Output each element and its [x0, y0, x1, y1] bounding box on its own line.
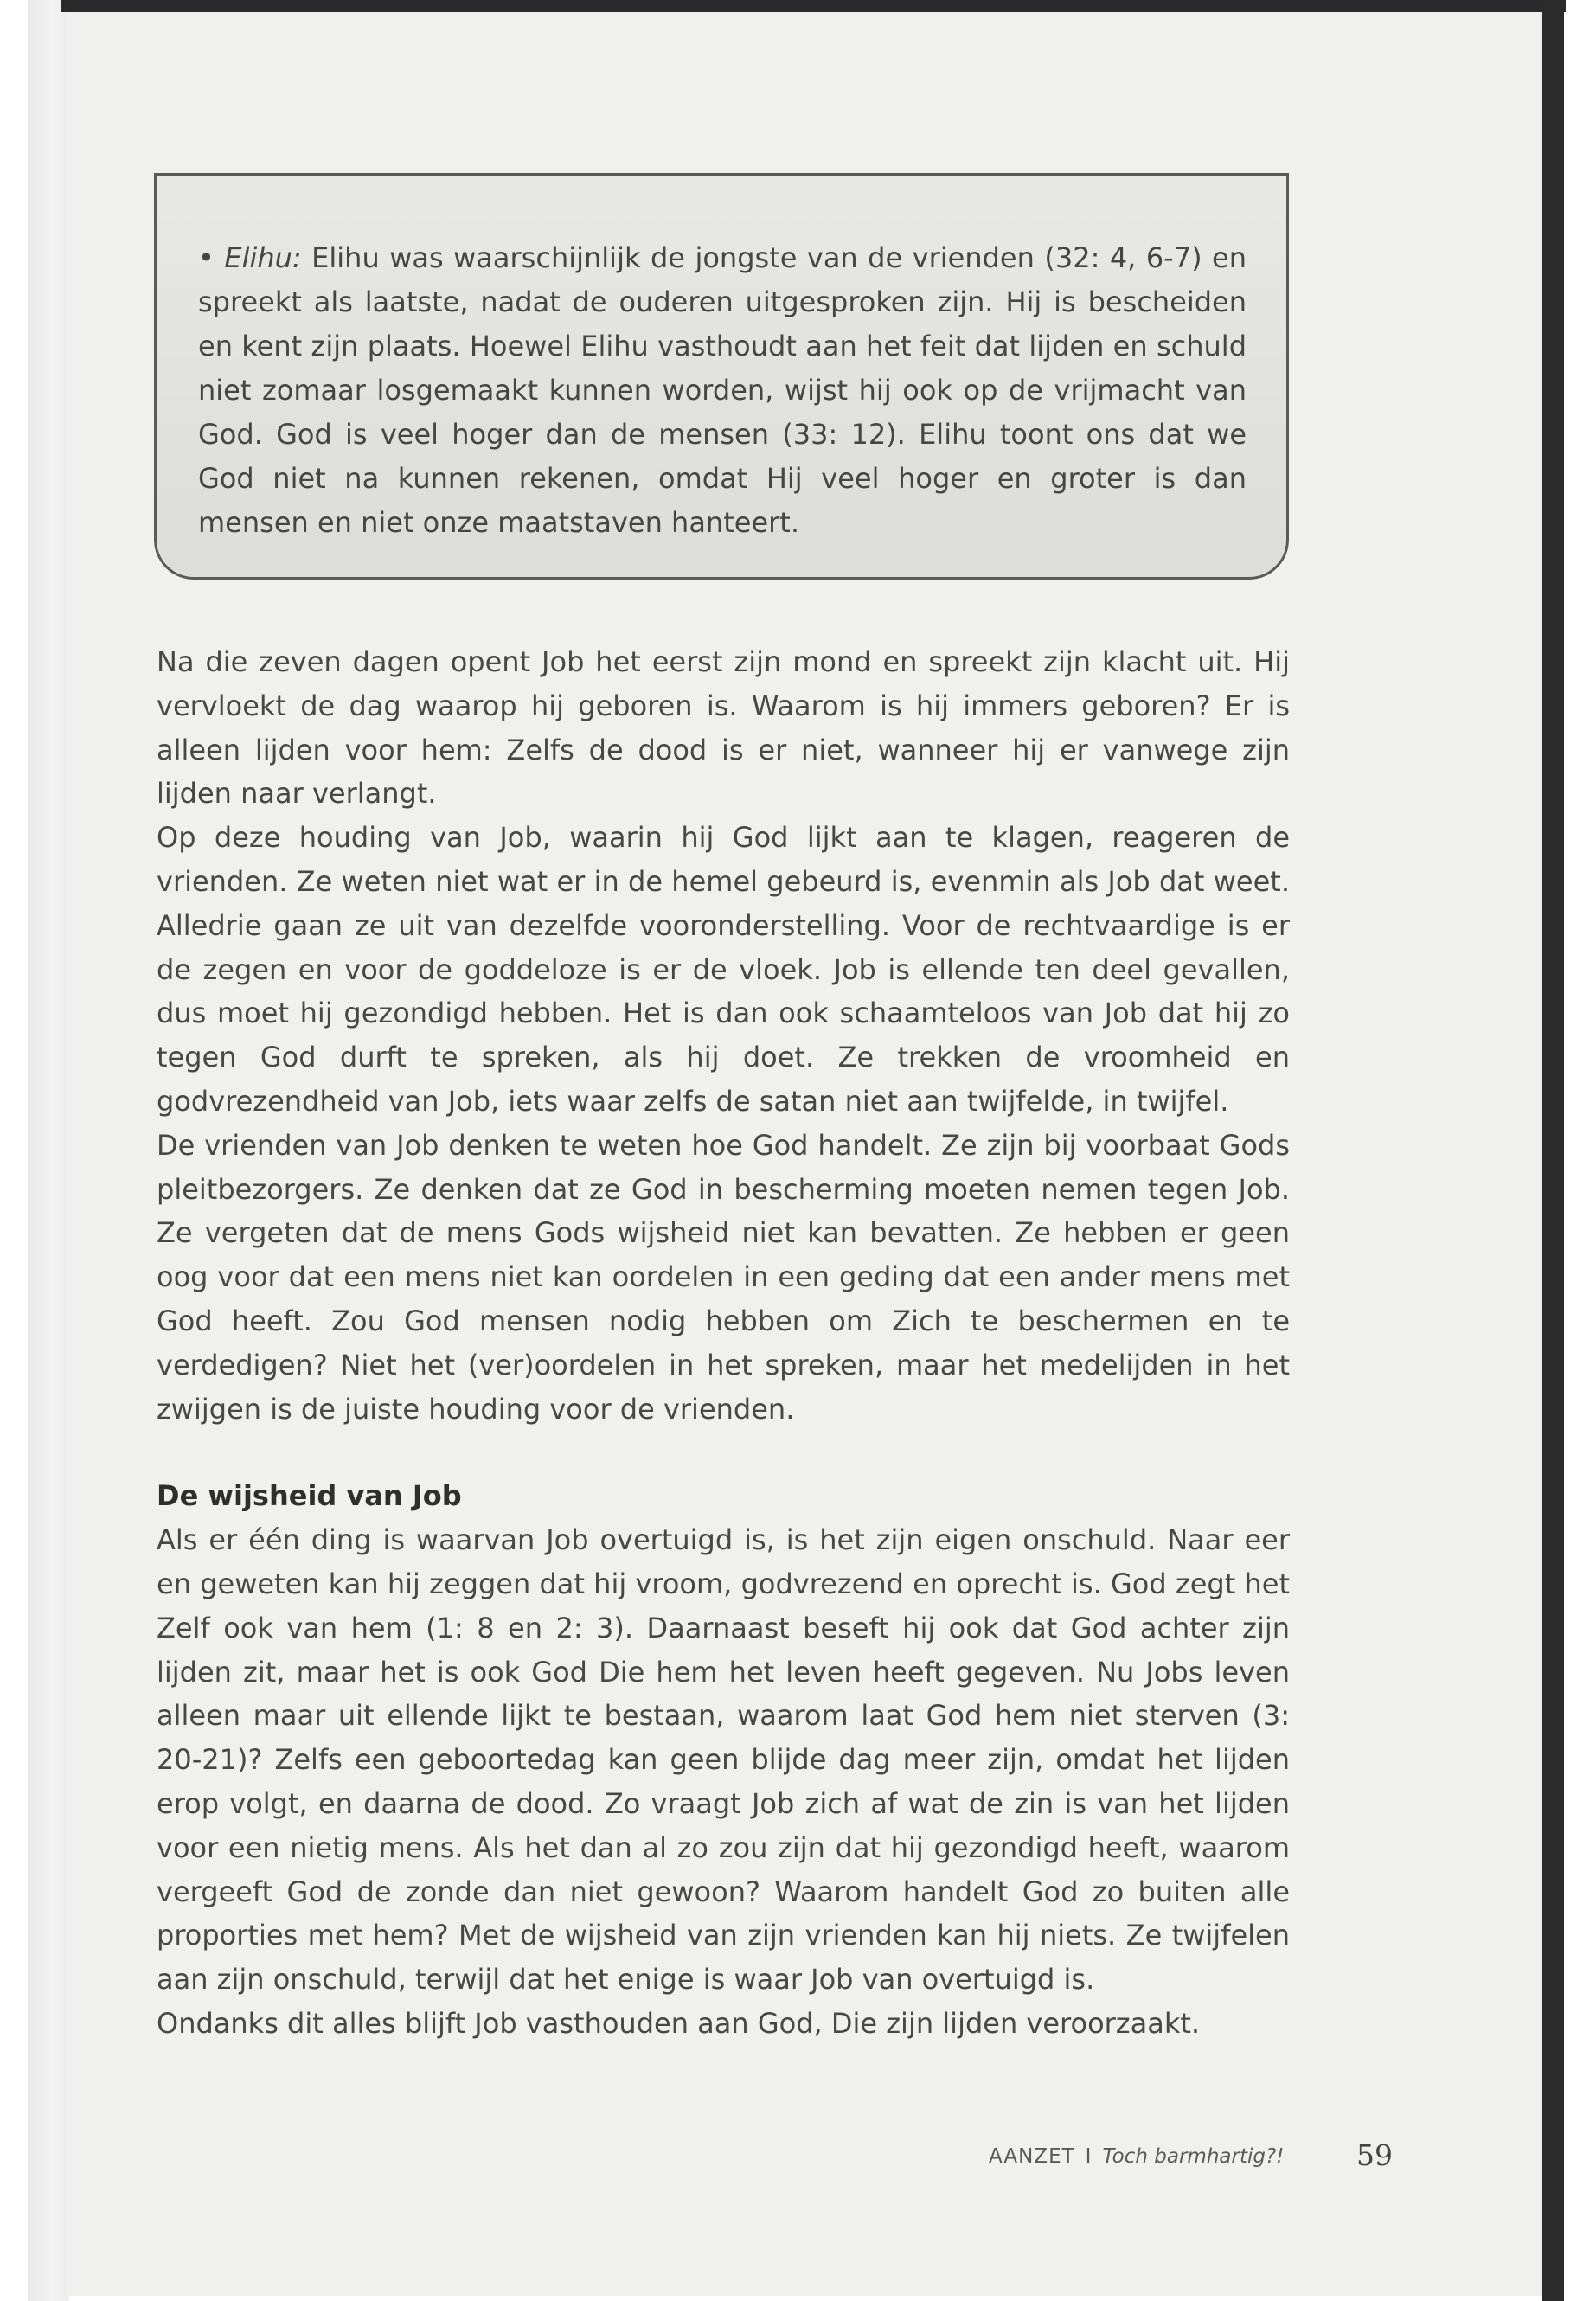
footer-subtitle: Toch barmhartig?!: [1102, 2145, 1285, 2168]
body-text: [157, 640, 1290, 2046]
book-cover-edge: [1542, 0, 1564, 2301]
page-edge-left: [28, 0, 69, 2301]
sidebox-label: Elihu:: [224, 241, 302, 274]
sidebox-text: • Elihu: Elihu was waarschijnlijk de jongste van de vrienden (32: 4, 6-7) en spreekt als laatste, nadat de ouderen uitgesproken zijn. Hij is bescheiden en kent zijn plaats. Hoewel Elihu vasthoudt aan het feit dat lijden en schuld niet zomaar losgemaakt kunnen worden, wijst hij ook op de vrijmacht van God. God is veel hoger dan de mensen (33: 12). Elihu toont ons dat we God niet na kunnen rekenen, omdat Hij veel hoger en groter is dan mensen en niet onze maatstaven hanteert.: [198, 241, 1247, 539]
elihu-sidebox: [154, 173, 1289, 580]
section-heading: De wijsheid van Job: [157, 1479, 462, 1513]
paragraph: De vrienden van Job denken te weten hoe God handelt. Ze zijn bij voorbaat Gods pleitbezorgers. Ze denken dat ze God in bescherming moeten nemen tegen Job. Ze vergeten dat de mens Gods wijsheid niet kan bevatten. Ze hebben er geen oog voor dat een mens niet kan oordelen in een geding dat een ander mens met God heeft. Zou God mensen nodig hebben om Zich te beschermen en te verdedigen? Niet het (ver)oordelen in het spreken, maar het medelijden in het zwijgen is de juiste houding voor de vrienden.: [157, 1128, 1290, 1426]
paragraph: Op deze houding van Job, waarin hij God lijkt aan te klagen, reageren de vrienden. Ze weten niet wat er in de hemel gebeurd is, evenmin als Job dat weet. Alledrie gaan ze uit van dezelfde vooronderstelling. Voor de rechtvaardige is er de zegen en voor de goddeloze is er de vloek. Job is ellende ten deel gevallen, dus moet hij gezondigd hebben. Het is dan ook schaamteloos van Job dat hij zo tegen God durft te spreken, als hij doet. Ze trekken de vroomheid en godvrezendheid van Job, iets waar zelfs de satan niet aan twijfelde, in twijfel.: [157, 821, 1290, 1118]
running-footer: [989, 2145, 1284, 2168]
page-edge-top: [61, 0, 1566, 12]
paragraph: Als er één ding is waarvan Job overtuigd is, is het zijn eigen onschuld. Naar eer en geweten kan hij zeggen dat hij vroom, godvrezend en oprecht is. God zegt het Zelf ook van hem (1: 8 en 2: 3). Daarnaast beseft hij ook dat God achter zijn lijden zit, maar het is ook God Die hem het leven heeft gegeven. Nu Jobs leven alleen maar uit ellende lijkt te bestaan, waarom laat God hem niet sterven (3: 20-21)? Zelfs een geboortedag kan geen blijde dag meer zijn, omdat het lijden erop volgt, en daarna de dood. Zo vraagt Job zich af wat de zin is van het lijden voor een nietig mens. Als het dan al zo zou zijn dat hij gezondigd heeft, waarom vergeeft God de zonde dan niet gewoon? Waarom handelt God zo buiten alle proporties met hem? Met de wijsheid van zijn vrienden kan hij niets. Ze twijfelen aan zijn onschuld, terwijl dat het enige is waar Job van overtuigd is.: [157, 1523, 1290, 1997]
book-page: [67, 12, 1542, 2296]
footer-separator: I: [1085, 2145, 1093, 2168]
page-number: 59: [1356, 2138, 1393, 2172]
footer-series: AANZET: [989, 2145, 1075, 2168]
sidebox-body: Elihu was waarschijnlijk de jongste van de vrienden (32: 4, 6-7) en spreekt als laatste, nadat de ouderen uitgesproken zijn. Hij is bescheiden en kent zijn plaats. Hoewel Elihu vasthoudt aan het feit dat lijden en schuld niet zomaar losgemaakt kunnen worden, wijst hij ook op de vrijmacht van God. God is veel hoger dan de mensen (33: 12). Elihu toont ons dat we God niet na kunnen rekenen, omdat Hij veel hoger en groter is dan mensen en niet onze maatstaven hanteert.: [198, 241, 1247, 539]
paragraph: Ondanks dit alles blijft Job vasthouden aan God, Die zijn lijden veroorzaakt.: [157, 2006, 1201, 2040]
paragraph: Na die zeven dagen opent Job het eerst zijn mond en spreekt zijn klacht uit. Hij vervloekt de dag waarop hij geboren is. Waarom is hij immers geboren? Er is alleen lijden voor hem: Zelfs de dood is er niet, wanneer hij er vanwege zijn lijden naar verlangt.: [157, 645, 1290, 811]
